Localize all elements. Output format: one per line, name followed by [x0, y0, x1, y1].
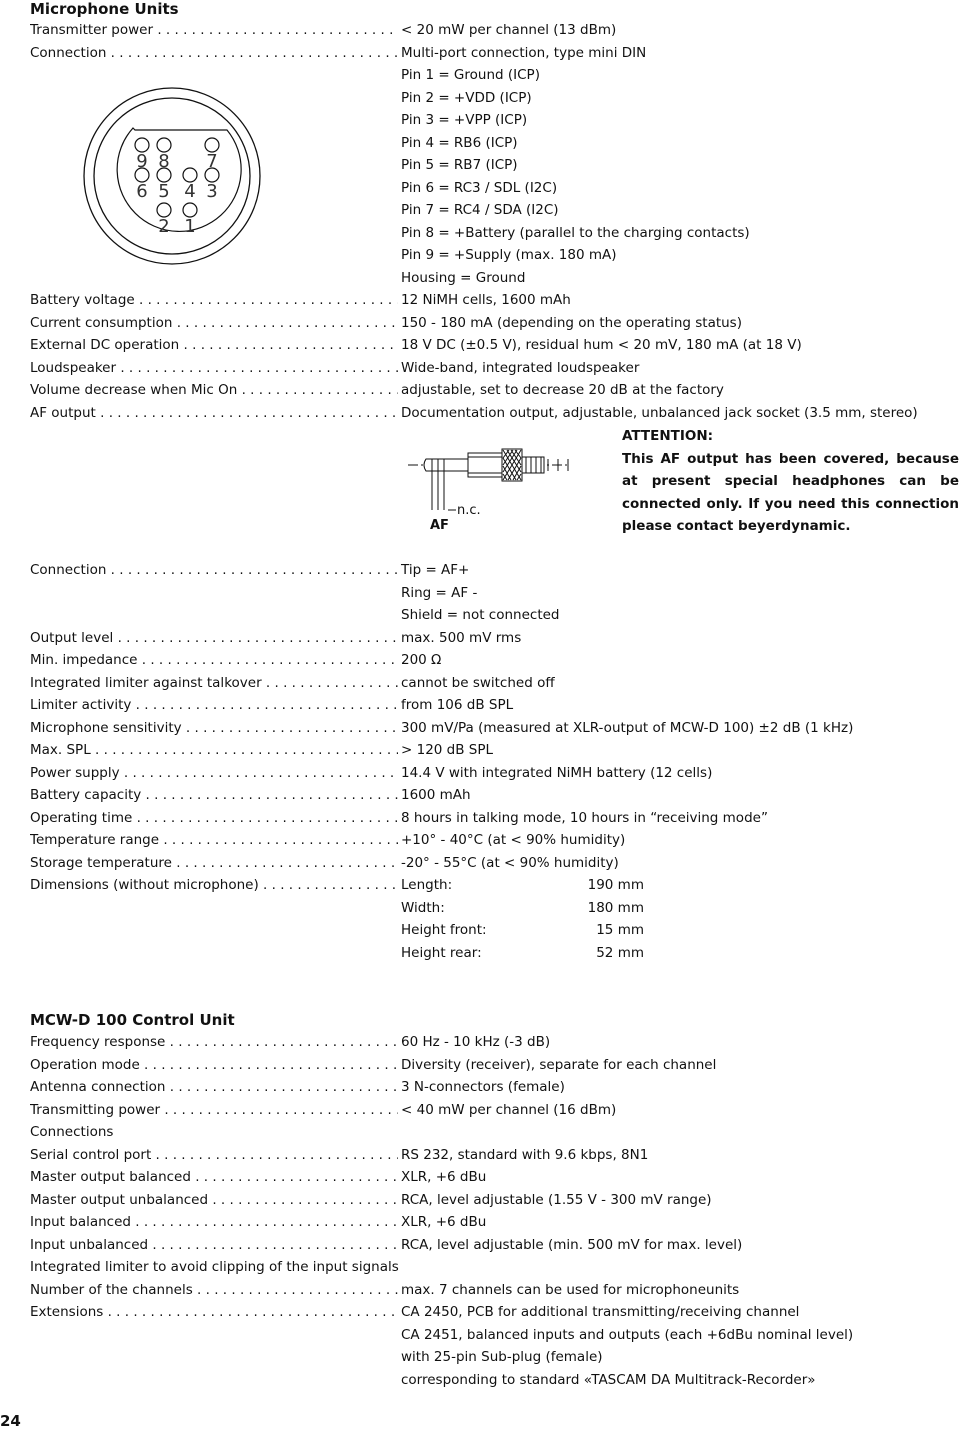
spec-label: External DC operation . . . — [30, 334, 398, 357]
spec-value: Pin 2 = +VDD (ICP) — [401, 89, 532, 106]
spec-value: max. 7 channels can be used for microphoneunits — [401, 1281, 740, 1298]
spec-label: Transmitter power . . . — [30, 19, 398, 42]
spec-value: -20° - 55°C (at < 90% humidity) — [401, 854, 619, 871]
spec-row — [30, 1211, 955, 1234]
spec-value: Pin 5 = RB7 (ICP) — [401, 157, 518, 173]
spec-label: Master output unbalanced . . . — [30, 1189, 398, 1212]
spec-label: Input balanced . . . — [30, 1211, 398, 1234]
spec-row — [30, 289, 955, 312]
spec-label: Battery voltage . . . — [30, 289, 398, 312]
spec-row — [30, 1166, 955, 1189]
dimension-label: Height rear: — [401, 944, 482, 961]
spec-value: Pin 1 = Ground (ICP) — [401, 67, 540, 83]
spec-label: Loudspeaker . . . — [30, 357, 398, 380]
spec-value: Pin 8 = +Battery (parallel to the charging contacts) — [401, 224, 750, 241]
pin-label-8: 8 — [158, 151, 170, 172]
spec-list-microphone-units-continued — [30, 559, 955, 897]
spec-row — [30, 1054, 955, 1077]
spec-value: 1600 mAh — [401, 787, 471, 803]
spec-row — [30, 604, 955, 627]
spec-row — [30, 1189, 955, 1212]
jack-nc-label: n.c. — [457, 503, 481, 518]
attention-title: ATTENTION: — [622, 428, 714, 444]
spec-label: Current consumption . . . — [30, 312, 398, 335]
spec-row — [30, 1234, 955, 1257]
spec-label: Operating time . . . — [30, 807, 398, 830]
spec-label: Master output balanced . . . — [30, 1166, 398, 1189]
spec-label: Integrated limiter to avoid clipping of the input signals — [30, 1259, 399, 1275]
spec-value: 12 NiMH cells, 1600 mAh — [401, 292, 571, 308]
spec-value: < 20 mW per channel (13 dBm) — [401, 22, 617, 38]
spec-row — [30, 1279, 955, 1302]
attention-note — [622, 425, 959, 538]
spec-row — [30, 649, 955, 672]
spec-row — [30, 807, 955, 830]
dimension-value: 15 mm — [596, 922, 644, 938]
pin-label-7: 7 — [206, 151, 218, 172]
spec-row — [30, 1301, 955, 1324]
spec-label: Operation mode . . . — [30, 1054, 398, 1077]
spec-row — [30, 1256, 955, 1279]
dimension-row — [30, 919, 955, 942]
spec-value: Documentation output, adjustable, unbalanced jack socket (3.5 mm, stereo) — [401, 404, 918, 421]
spec-row — [30, 1346, 955, 1369]
spec-row — [30, 64, 955, 87]
spec-row — [30, 762, 955, 785]
spec-label: Number of the channels . . . — [30, 1279, 398, 1302]
spec-value: 200 Ω — [401, 652, 442, 668]
spec-label: Frequency response . . . — [30, 1031, 398, 1054]
spec-value: 8 hours in talking mode, 10 hours in “receiving mode” — [401, 809, 768, 826]
pin-label-4: 4 — [184, 181, 196, 202]
spec-value: RS 232, standard with 9.6 kbps, 8N1 — [401, 1146, 649, 1163]
spec-value: 3 N-connectors (female) — [401, 1079, 565, 1095]
spec-label: Max. SPL . . . — [30, 739, 398, 762]
spec-row — [30, 379, 955, 402]
spec-label: Volume decrease when Mic On . . . — [30, 379, 398, 402]
spec-label: Limiter activity . . . — [30, 694, 398, 717]
dimension-label: Height front: — [401, 922, 487, 938]
spec-row — [30, 357, 955, 380]
spec-value: with 25-pin Sub-plug (female) — [401, 1349, 603, 1365]
spec-value: RCA, level adjustable (min. 500 mV for max. level) — [401, 1236, 743, 1253]
spec-row — [30, 1031, 955, 1054]
spec-label: Serial control port . . . — [30, 1144, 398, 1167]
spec-value: Pin 6 = RC3 / SDL (I2C) — [401, 179, 558, 196]
spec-value: < 40 mW per channel (16 dBm) — [401, 1101, 617, 1118]
spec-label: Extensions . . . — [30, 1301, 398, 1324]
spec-label: Output level . . . — [30, 627, 398, 650]
spec-row — [30, 1099, 955, 1122]
spec-row — [30, 784, 955, 807]
spec-value: 150 - 180 mA (depending on the operating status) — [401, 314, 742, 331]
spec-value: Wide-band, integrated loudspeaker — [401, 359, 640, 376]
attention-text: This AF output has been covered, because at present special headphones can be connected only. If you need this connection please contact beyerdynamic. — [622, 450, 959, 534]
dimensions-table — [30, 874, 955, 964]
spec-value: 300 mV/Pa (measured at XLR-output of MCW-D 100) ±2 dB (1 kHz) — [401, 719, 854, 736]
dimension-value: 180 mm — [587, 899, 644, 916]
spec-label: Microphone sensitivity . . . — [30, 717, 398, 740]
spec-value: 14.4 V with integrated NiMH battery (12 cells) — [401, 764, 713, 781]
spec-row — [30, 42, 955, 65]
spec-label: AF output . . . — [30, 402, 398, 425]
dimension-row — [30, 942, 955, 965]
spec-row — [30, 582, 955, 605]
spec-value: Pin 9 = +Supply (max. 180 mA) — [401, 247, 617, 263]
spec-label: Connection . . . — [30, 42, 398, 65]
spec-value: max. 500 mV rms — [401, 629, 522, 646]
spec-value: Pin 3 = +VPP (ICP) — [401, 112, 528, 128]
dimension-value: 52 mm — [596, 944, 644, 961]
spec-value: Shield = not connected — [401, 607, 560, 623]
spec-value: Tip = AF+ — [401, 562, 470, 578]
pin-label-6: 6 — [136, 181, 148, 202]
spec-list-control-unit — [30, 1031, 955, 1391]
spec-value: Pin 7 = RC4 / SDA (I2C) — [401, 202, 559, 218]
spec-row — [30, 1369, 955, 1392]
spec-row — [30, 1144, 955, 1167]
dimension-value: 190 mm — [587, 877, 644, 893]
spec-row — [30, 717, 955, 740]
pin-label-5: 5 — [158, 181, 170, 202]
spec-row — [30, 627, 955, 650]
spec-row — [30, 1076, 955, 1099]
spec-label: Connections — [30, 1124, 114, 1140]
spec-value: +10° - 40°C (at < 90% humidity) — [401, 832, 626, 848]
jack-plug-diagram — [408, 438, 578, 533]
spec-value: XLR, +6 dBu — [401, 1214, 487, 1230]
mini-din-pin-diagram — [82, 86, 262, 266]
dimension-label: Width: — [401, 899, 445, 916]
spec-value: Pin 4 = RB6 (ICP) — [401, 134, 518, 151]
spec-value: RCA, level adjustable (1.55 V - 300 mV range) — [401, 1191, 712, 1208]
spec-label: Integrated limiter against talkover . . . — [30, 672, 398, 695]
spec-label: Min. impedance . . . — [30, 649, 398, 672]
page-number: 24 — [0, 1412, 21, 1430]
spec-label: Storage temperature . . . — [30, 852, 398, 875]
dimension-label: Length: — [401, 877, 453, 893]
spec-row — [30, 672, 955, 695]
spec-row — [30, 19, 955, 42]
pin-label-3: 3 — [206, 181, 218, 202]
pin-label-1: 1 — [184, 216, 196, 237]
spec-value: adjustable, set to decrease 20 dB at the factory — [401, 382, 724, 398]
spec-label: Temperature range . . . — [30, 829, 398, 852]
spec-row — [30, 694, 955, 717]
spec-row — [30, 559, 955, 582]
dimension-row — [30, 897, 955, 920]
spec-value: CA 2450, PCB for additional transmitting/receiving channel — [401, 1304, 800, 1320]
spec-row — [30, 267, 955, 290]
spec-value: 60 Hz - 10 kHz (-3 dB) — [401, 1034, 551, 1050]
jack-af-label: AF — [430, 518, 449, 533]
spec-value: CA 2451, balanced inputs and outputs (each +6dBu nominal level) — [401, 1326, 854, 1343]
spec-value: corresponding to standard «TASCAM DA Multitrack-Recorder» — [401, 1371, 816, 1388]
spec-label: Dimensions (without microphone) . . . — [30, 874, 398, 897]
spec-value: Multi-port connection, type mini DIN — [401, 44, 647, 61]
spec-row — [30, 402, 955, 425]
spec-label: Power supply . . . — [30, 762, 398, 785]
spec-row — [30, 829, 955, 852]
spec-value: Ring = AF - — [401, 584, 478, 601]
spec-row — [30, 1324, 955, 1347]
spec-value: Diversity (receiver), separate for each channel — [401, 1056, 717, 1073]
spec-value: > 120 dB SPL — [401, 742, 494, 758]
spec-row — [30, 312, 955, 335]
pin-label-2: 2 — [158, 216, 170, 237]
spec-value: cannot be switched off — [401, 674, 555, 691]
section-title-microphone-units: Microphone Units — [30, 0, 179, 18]
spec-label: Battery capacity . . . — [30, 784, 398, 807]
section-title-control-unit: MCW-D 100 Control Unit — [30, 1011, 235, 1029]
spec-label: Antenna connection . . . — [30, 1076, 398, 1099]
spec-row — [30, 1121, 955, 1144]
spec-label: Connection . . . — [30, 559, 398, 582]
pin-label-9: 9 — [136, 151, 148, 172]
spec-label: Transmitting power . . . — [30, 1099, 398, 1122]
spec-value: from 106 dB SPL — [401, 697, 514, 713]
spec-row — [30, 852, 955, 875]
spec-row — [30, 739, 955, 762]
spec-label: Input unbalanced . . . — [30, 1234, 398, 1257]
dimension-row — [30, 874, 955, 897]
spec-value: Housing = Ground — [401, 269, 526, 286]
spec-row — [30, 334, 955, 357]
spec-value: XLR, +6 dBu — [401, 1169, 487, 1185]
spec-value: 18 V DC (±0.5 V), residual hum < 20 mV, 180 mA (at 18 V) — [401, 337, 802, 353]
